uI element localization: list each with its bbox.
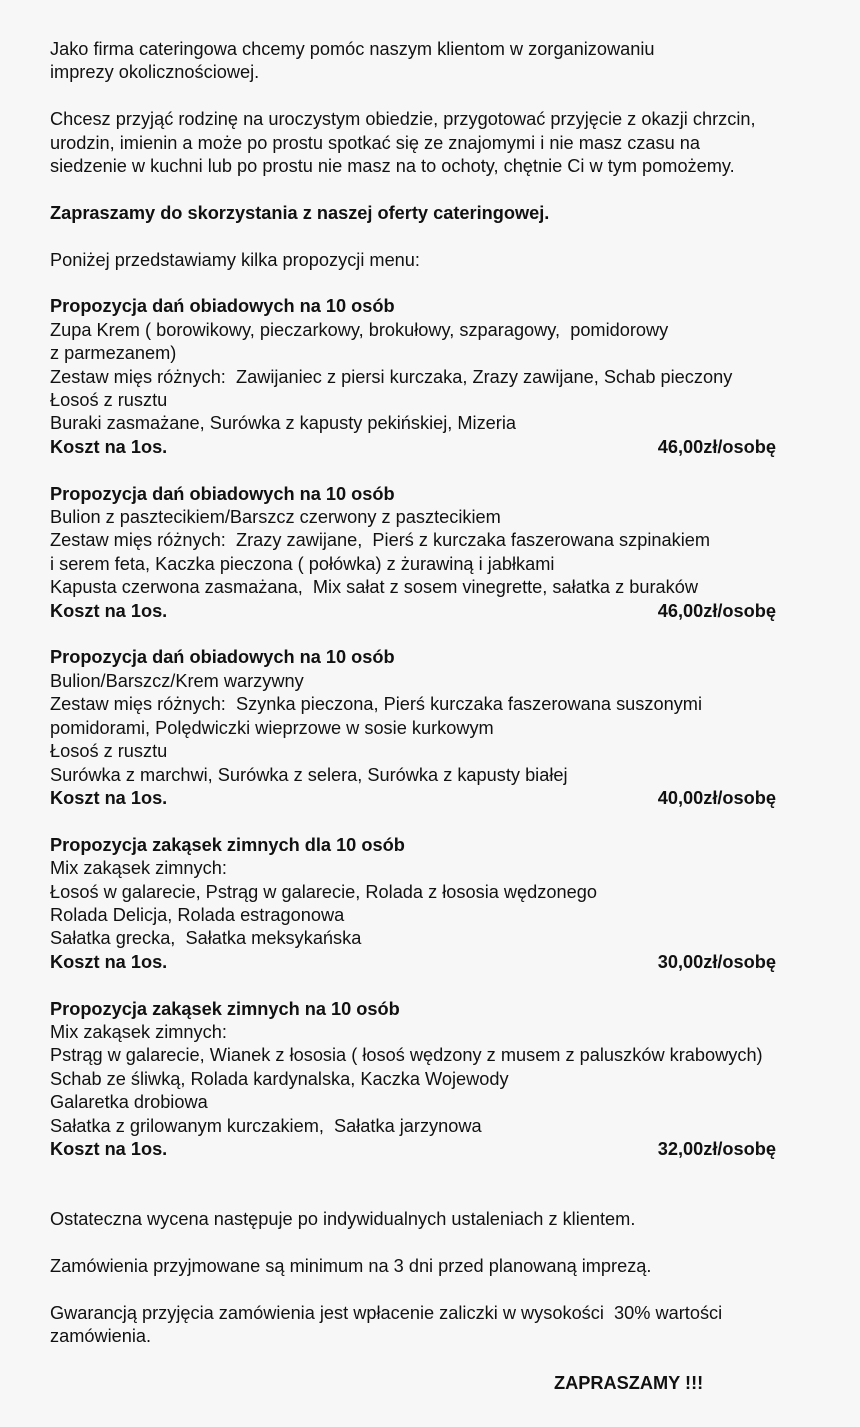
cost-label: Koszt na 1os.: [50, 436, 168, 457]
offer-item-line: Buraki zasmażane, Surówka z kapusty pekińskiej, Mizeria: [50, 413, 516, 434]
offer-item-line: z parmezanem): [50, 343, 177, 364]
offer-item-line: Zestaw mięs różnych: Szynka pieczona, Pierś kurczaka faszerowana suszonymi: [50, 694, 702, 715]
offer-item-line: Zestaw mięs różnych: Zawijaniec z piersi kurczaka, Zrazy zawijane, Schab pieczony: [50, 366, 733, 387]
offer-item-line: Kapusta czerwona zasmażana, Mix sałat z sosem vinegrette, sałatka z buraków: [50, 577, 698, 598]
offer-item-line: Mix zakąsek zimnych:: [50, 1021, 227, 1042]
offer-item-line: Galaretka drobiowa: [50, 1092, 208, 1113]
catering-offer-document: [50, 38, 830, 1395]
cost-row: [50, 787, 776, 810]
cost-label: Koszt na 1os.: [50, 1138, 168, 1159]
cost-row: [50, 436, 776, 459]
offer-item-line: Sałatka z grilowanym kurczakiem, Sałatka jarzynowa: [50, 1115, 482, 1136]
offer-item-line: Mix zakąsek zimnych:: [50, 858, 227, 879]
cost-label: Koszt na 1os.: [50, 787, 168, 808]
menu-intro: Poniżej przedstawiamy kilka propozycji menu:: [50, 249, 420, 270]
offer-item-line: Łosoś z rusztu: [50, 390, 168, 411]
cost-label: Koszt na 1os.: [50, 951, 168, 972]
menu-offer: [50, 295, 830, 459]
closing-paragraph: [50, 1255, 830, 1278]
spacer: [50, 1185, 830, 1208]
menu-offer: [50, 834, 830, 974]
cost-row: [50, 951, 776, 974]
offer-title: Propozycja dań obiadowych na 10 osób: [50, 483, 395, 504]
intro-section: [50, 38, 830, 178]
closing-line: Zamówienia przyjmowane są minimum na 3 dni przed planowaną imprezą.: [50, 1255, 652, 1276]
intro-paragraph: [50, 108, 830, 178]
offer-item-line: i serem feta, Kaczka pieczona ( połówka) z żurawiną i jabłkami: [50, 553, 555, 574]
menu-offer: [50, 483, 830, 623]
intro-line: imprezy okolicznościowej.: [50, 62, 260, 83]
offer-item-line: Zestaw mięs różnych: Zrazy zawijane, Pierś z kurczaka faszerowana szpinakiem: [50, 530, 711, 551]
price-per-person: 30,00zł/osobę: [657, 951, 776, 972]
intro-line: siedzenie w kuchni lub po prostu nie masz na to ochoty, chętnie Ci w tym pomożemy.: [50, 156, 735, 177]
offer-item-line: Łosoś w galarecie, Pstrąg w galarecie, Rolada z łososia wędzonego: [50, 881, 597, 902]
menu-offer: [50, 646, 830, 810]
offer-item-line: Schab ze śliwką, Rolada kardynalska, Kaczka Wojewody: [50, 1068, 509, 1089]
offer-item-line: Zupa Krem ( borowikowy, pieczarkowy, brokułowy, szparagowy, pomidorowy: [50, 319, 669, 340]
offer-item-line: Sałatka grecka, Sałatka meksykańska: [50, 928, 362, 949]
offer-item-line: Pstrąg w galarecie, Wianek z łososia ( łosoś wędzony z musem z paluszków krabowych): [50, 1045, 763, 1066]
closing-line: Gwarancją przyjęcia zamówienia jest wpłacenie zaliczki w wysokości 30% wartości: [50, 1302, 723, 1323]
price-per-person: 46,00zł/osobę: [657, 436, 776, 457]
intro-line: urodzin, imienin a może po prostu spotkać się ze znajomymi i nie masz czasu na: [50, 132, 700, 153]
offer-item-line: Bulion z pasztecikiem/Barszcz czerwony z pasztecikiem: [50, 507, 501, 528]
offer-title: Propozycja zakąsek zimnych dla 10 osób: [50, 834, 405, 855]
closing-line: Ostateczna wycena następuje po indywidualnych ustaleniach z klientem.: [50, 1209, 636, 1230]
offer-title: Propozycja dań obiadowych na 10 osób: [50, 647, 395, 668]
cost-row: [50, 1138, 776, 1161]
price-per-person: 46,00zł/osobę: [657, 600, 776, 621]
closing-paragraph: [50, 1302, 830, 1349]
offer-title: Propozycja dań obiadowych na 10 osób: [50, 296, 395, 317]
offer-title: Propozycja zakąsek zimnych na 10 osób: [50, 998, 400, 1019]
offers-list: [50, 295, 830, 1161]
intro-line: Chcesz przyjąć rodzinę na uroczystym obiedzie, przygotować przyjęcie z okazji chrzcin,: [50, 109, 756, 130]
intro-paragraph: [50, 38, 830, 85]
cost-label: Koszt na 1os.: [50, 600, 168, 621]
cost-row: [50, 600, 776, 623]
offer-item-line: pomidorami, Polędwiczki wieprzowe w sosie kurkowym: [50, 717, 494, 738]
offer-item-line: Surówka z marchwi, Surówka z selera, Surówka z kapusty białej: [50, 764, 568, 785]
closing-section: [50, 1208, 830, 1348]
invite-heading: Zapraszamy do skorzystania z naszej oferty cateringowej.: [50, 202, 550, 223]
final-invitation: ZAPRASZAMY !!!: [554, 1372, 704, 1393]
closing-paragraph: [50, 1208, 830, 1231]
closing-line: zamówienia.: [50, 1326, 152, 1347]
offer-item-line: Łosoś z rusztu: [50, 741, 168, 762]
price-per-person: 32,00zł/osobę: [657, 1138, 776, 1159]
offer-item-line: Rolada Delicja, Rolada estragonowa: [50, 904, 345, 925]
menu-offer: [50, 998, 830, 1162]
offer-item-line: Bulion/Barszcz/Krem warzywny: [50, 670, 304, 691]
price-per-person: 40,00zł/osobę: [657, 787, 776, 808]
intro-line: Jako firma cateringowa chcemy pomóc naszym klientom w zorganizowaniu: [50, 39, 655, 59]
